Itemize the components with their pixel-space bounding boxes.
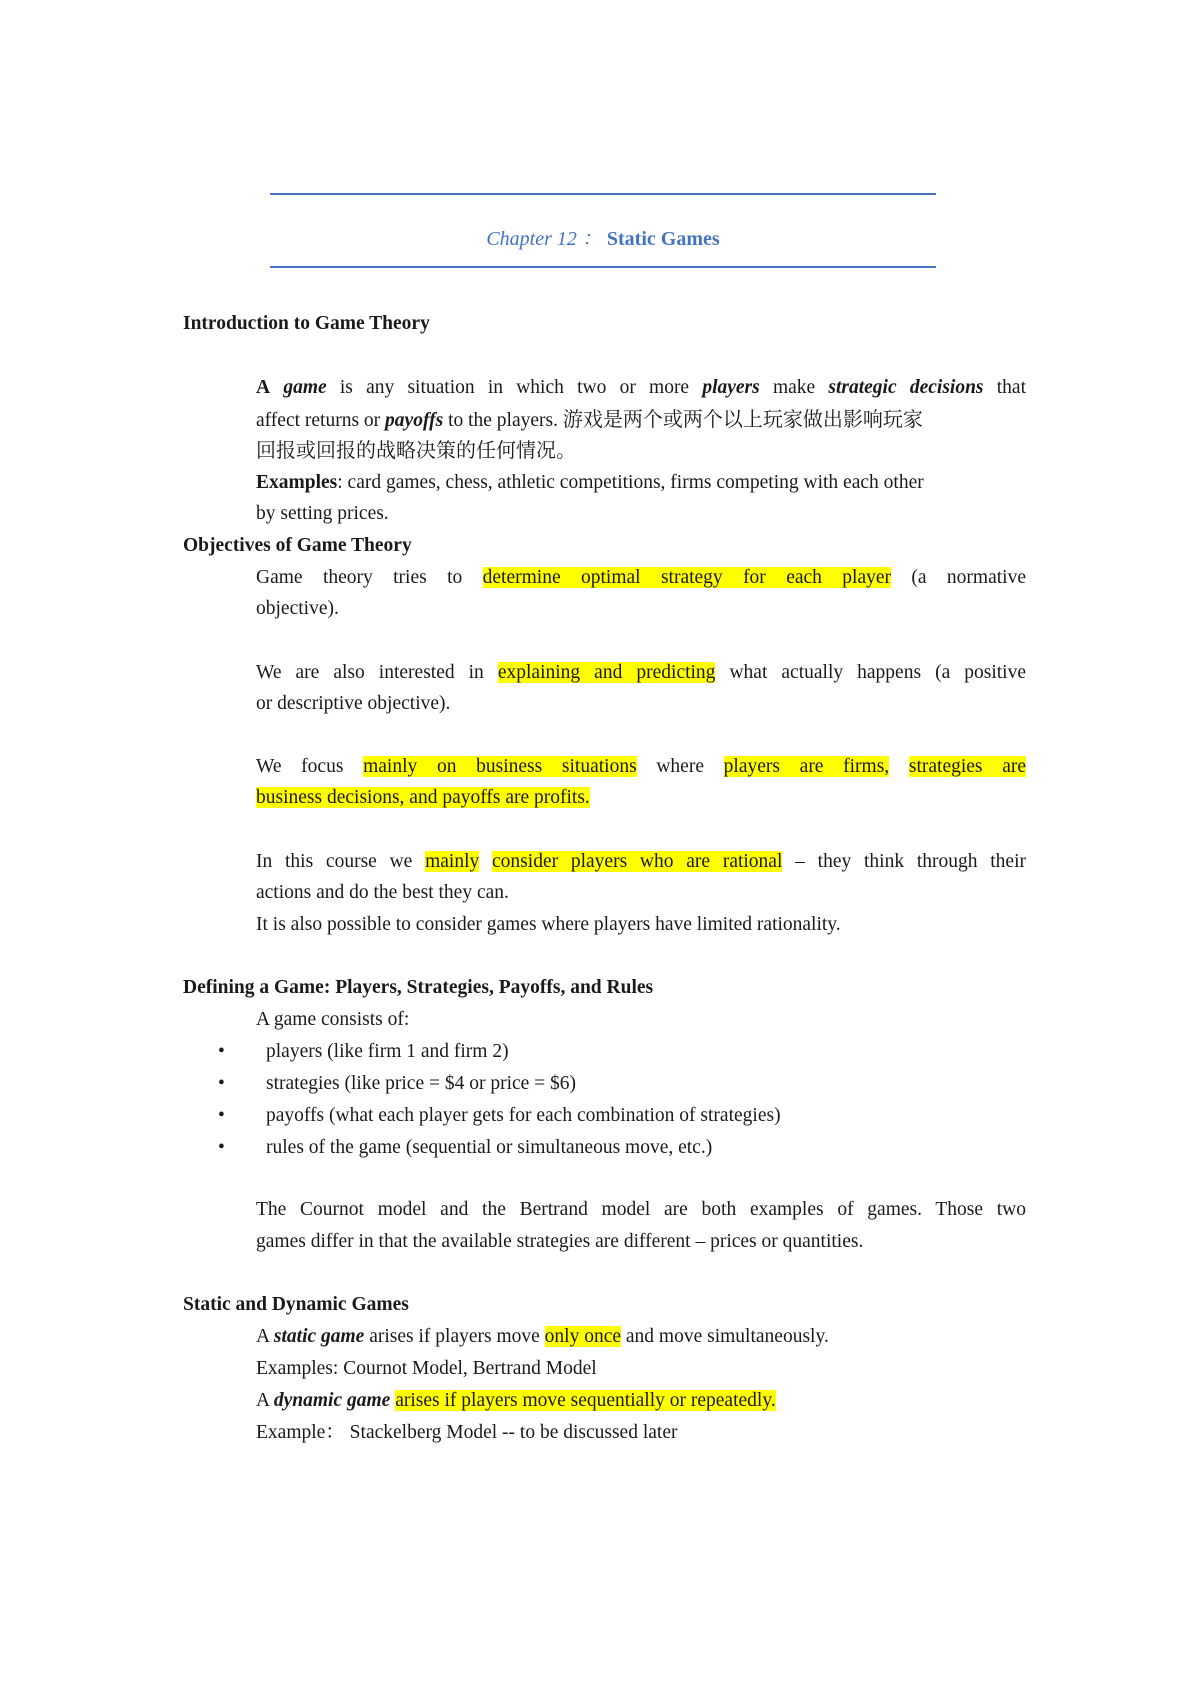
intro-paragraph-line-3: 回报或回报的战略决策的任何情况。 [256, 438, 576, 462]
intro-paragraph-line-2: affect returns or payoffs to the players. 游戏是两个或两个以上玩家做出影响玩家 [256, 407, 923, 431]
bullet-item: players (like firm 1 and firm 2) [266, 1041, 509, 1062]
highlight-mainly: mainly [425, 851, 480, 872]
heading-defining-game: Defining a Game: Players, Strategies, Payoffs, and Rules [183, 977, 654, 998]
objectives-p4-line-2: actions and do the best they can. [256, 882, 509, 903]
examples-label: Examples [256, 472, 338, 493]
chapter-name: Static Games [606, 228, 720, 250]
heading-static-dynamic: Static and Dynamic Games [183, 1294, 409, 1315]
intro-paragraph-line-1: A game is any situation in which two or more players make strategic decisions that [256, 377, 1026, 398]
objectives-p4-line-1: In this course we mainly consider players who are rational – they think through their [256, 851, 1026, 872]
objectives-p4-line-3: It is also possible to consider games where players have limited rationality. [256, 914, 841, 935]
title-rule-top [270, 193, 936, 195]
bullet-marker: • [218, 1105, 225, 1126]
highlight-strategies-are: strategies are [908, 756, 1026, 777]
bullet-item: strategies (like price = $4 or price = $6) [266, 1073, 577, 1094]
dynamic-game-line: A dynamic game arises if players move sequentially or repeatedly. [256, 1390, 776, 1411]
highlight-business-situations: mainly on business situations [363, 756, 637, 777]
defining-closing-line-1: The Cournot model and the Bertrand model are both examples of games. Those two [256, 1199, 1026, 1220]
highlight-rational-players: consider players who are rational [492, 851, 783, 872]
chapter-number: Chapter 12 ： [486, 228, 602, 250]
bullet-item: payoffs (what each player gets for each combination of strategies) [266, 1105, 781, 1126]
objectives-p2-line-2: or descriptive objective). [256, 693, 451, 714]
title-rule-bottom [270, 266, 936, 268]
bullet-marker: • [218, 1073, 225, 1094]
highlight-only-once: only once [544, 1326, 622, 1347]
highlight-explaining-predicting: explaining and predicting [497, 662, 716, 683]
examples-line-1: Examples: card games, chess, athletic competitions, firms competing with each other [256, 472, 924, 493]
objectives-p1-line-2: objective). [256, 598, 339, 619]
objectives-p2-line-1: We are also interested in explaining and predicting what actually happens (a positive [256, 662, 1027, 683]
defining-closing-line-2: games differ in that the available strategies are different – prices or quantities. [256, 1231, 864, 1252]
objectives-p3-line-2 [256, 786, 590, 810]
static-game-line: A static game arises if players move only once and move simultaneously. [256, 1326, 829, 1347]
highlight-sequentially-repeatedly: arises if players move sequentially or repeatedly. [395, 1390, 776, 1411]
bullet-item: rules of the game (sequential or simultaneous move, etc.) [266, 1137, 713, 1158]
objectives-p3-line-1: We focus mainly on business situations where players are firms, strategies are [256, 756, 1026, 777]
defining-intro: A game consists of: [256, 1009, 410, 1030]
examples-line-2: by setting prices. [256, 503, 389, 524]
static-examples-line: Examples: Cournot Model, Bertrand Model [256, 1358, 597, 1379]
bullet-marker: • [218, 1041, 225, 1062]
chapter-title [270, 222, 936, 251]
highlight-optimal-strategy: determine optimal strategy for each player [482, 567, 892, 588]
heading-introduction: Introduction to Game Theory [183, 313, 430, 334]
objectives-p1-line-1: Game theory tries to determine optimal strategy for each player (a normative [256, 567, 1026, 588]
highlight-players-firms: players are firms, [723, 756, 890, 777]
dynamic-example-line: Example： Stackelberg Model -- to be discussed later [256, 1422, 678, 1443]
highlight-business-decisions: business decisions, and payoffs are profits. [256, 787, 590, 808]
heading-objectives: Objectives of Game Theory [183, 535, 412, 556]
bullet-marker: • [218, 1137, 225, 1158]
